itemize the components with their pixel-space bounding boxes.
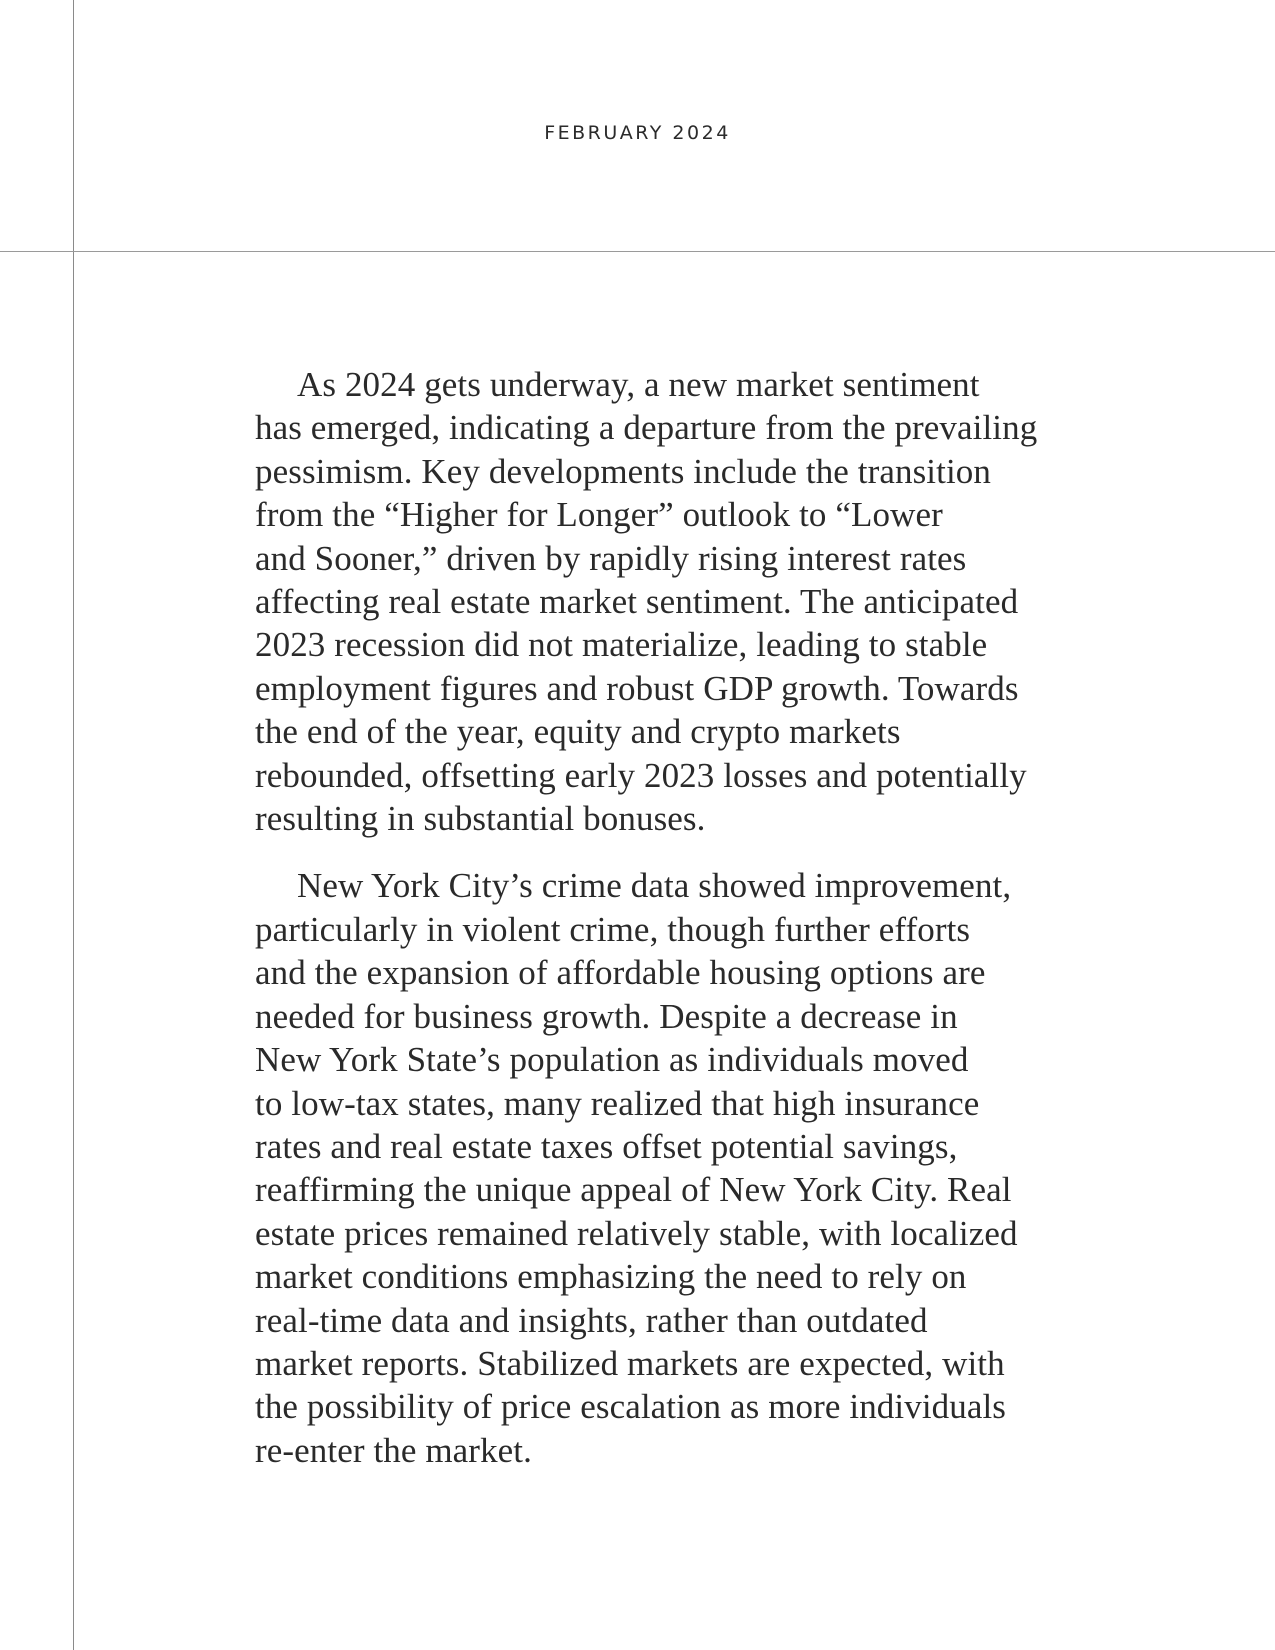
- paragraph-line: market reports. Stabilized markets are expected, with: [255, 1343, 1005, 1383]
- paragraph-line: 2023 recession did not materialize, leading to stable: [255, 625, 988, 665]
- paragraph-line: rates and real estate taxes offset potential savings,: [255, 1126, 958, 1166]
- paragraph-line: the possibility of price escalation as more individuals: [255, 1387, 1007, 1427]
- paragraph-line: estate prices remained relatively stable, with localized: [255, 1213, 1018, 1253]
- paragraph-line: rebounded, offsetting early 2023 losses and potentially: [255, 755, 1027, 795]
- paragraph-line: particularly in violent crime, though further efforts: [255, 909, 971, 949]
- paragraph-line: to low-tax states, many realized that high insurance: [255, 1083, 980, 1123]
- paragraph-line: New York State’s population as individuals moved: [255, 1040, 969, 1080]
- header-divider-rule: [0, 251, 1275, 252]
- paragraph-line: and Sooner,” driven by rapidly rising interest rates: [255, 538, 967, 578]
- paragraph-line: real-time data and insights, rather than outdated: [255, 1300, 928, 1340]
- paragraph-line: the end of the year, equity and crypto markets: [255, 712, 901, 752]
- paragraph-line: needed for business growth. Despite a decrease in: [255, 996, 958, 1036]
- paragraph-2: [255, 864, 1115, 1472]
- left-margin-rule: [73, 0, 74, 1650]
- paragraph-line: employment figures and robust GDP growth. Towards: [255, 668, 1019, 708]
- paragraph-line: resulting in substantial bonuses.: [255, 799, 706, 839]
- paragraph-line: pessimism. Key developments include the transition: [255, 451, 991, 491]
- paragraph-line: has emerged, indicating a departure from the prevailing: [255, 408, 1038, 448]
- paragraph-line: from the “Higher for Longer” outlook to “Lower: [255, 495, 943, 535]
- paragraph-line: market conditions emphasizing the need to rely on: [255, 1257, 967, 1297]
- paragraph-1: [255, 363, 1115, 840]
- paragraph-line: and the expansion of affordable housing options are: [255, 953, 986, 993]
- paragraph-line: New York City’s crime data showed improvement,: [297, 866, 1012, 906]
- paragraph-line: re-enter the market.: [255, 1430, 532, 1470]
- header-date: FEBRUARY 2024: [544, 122, 731, 144]
- paragraph-line: affecting real estate market sentiment. The anticipated: [255, 582, 1019, 622]
- article-body: [255, 363, 1115, 1472]
- paragraph-line: As 2024 gets underway, a new market sentiment: [297, 365, 980, 404]
- paragraph-line: reaffirming the unique appeal of New York City. Real: [255, 1170, 1012, 1210]
